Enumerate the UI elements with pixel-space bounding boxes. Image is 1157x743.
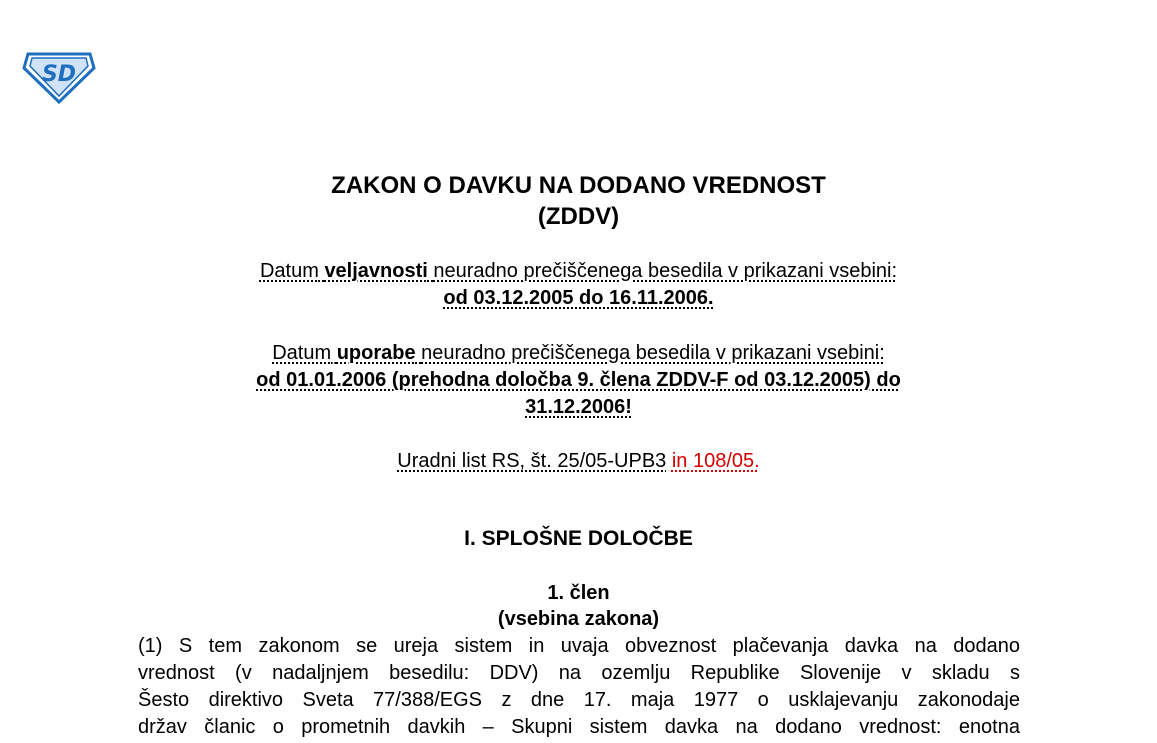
article-number: 1. člen <box>547 582 610 604</box>
document-abbreviation: (ZDDV) <box>537 203 620 230</box>
validity-keyword: veljavnosti <box>324 260 428 282</box>
sd-logo-icon <box>22 50 96 104</box>
validity-range: od 03.12.2005 do 16.11.2006. <box>443 287 714 309</box>
validity-line <box>0 258 1157 285</box>
application-suffix: neuradno prečiščenega besedila v prikazani vsebini: <box>421 342 885 364</box>
application-range-line1: od 01.01.2006 (prehodna določba 9. člena ZDDV-F od 03.12.2005) do <box>256 369 901 391</box>
application-block <box>0 340 1157 421</box>
application-range-line2: 31.12.2006! <box>525 396 632 418</box>
article-paragraph <box>138 633 1020 741</box>
application-line <box>0 340 1157 367</box>
paragraph-line: Šesto direktivo Sveta 77/388/EGS z dne 17. maja 1977 o usklajevanju zakonodaje <box>138 689 1020 711</box>
document-title: ZAKON O DAVKU NA DODANO VREDNOST <box>331 172 826 199</box>
document-title-block <box>0 170 1157 232</box>
application-prefix: Datum <box>272 342 332 364</box>
gazette-amendment: in 108/05. <box>671 450 760 472</box>
article-subtitle: (vsebina zakona) <box>497 608 660 630</box>
validity-block <box>0 258 1157 312</box>
gazette-block <box>0 448 1157 475</box>
validity-suffix: neuradno prečiščenega besedila v prikazani vsebini: <box>433 260 898 282</box>
gazette-reference: Uradni list RS, št. 25/05-UPB3 <box>397 450 667 472</box>
logo-text: SD <box>41 62 77 87</box>
section-heading: I. SPLOŠNE DOLOČBE <box>464 527 693 550</box>
validity-prefix: Datum <box>259 260 319 282</box>
application-keyword: uporabe <box>336 342 416 364</box>
paragraph-line: (1) S tem zakonom se ureja sistem in uvaja obveznost plačevanja davka na dodano <box>138 635 1020 657</box>
paragraph-line: vrednost (v nadaljnjem besedilu: DDV) na ozemlju Republike Slovenije v skladu s <box>138 662 1020 684</box>
paragraph-line: držav članic o prometnih davkih – Skupni sistem davka na dodano vrednost: enotna <box>138 716 1020 738</box>
